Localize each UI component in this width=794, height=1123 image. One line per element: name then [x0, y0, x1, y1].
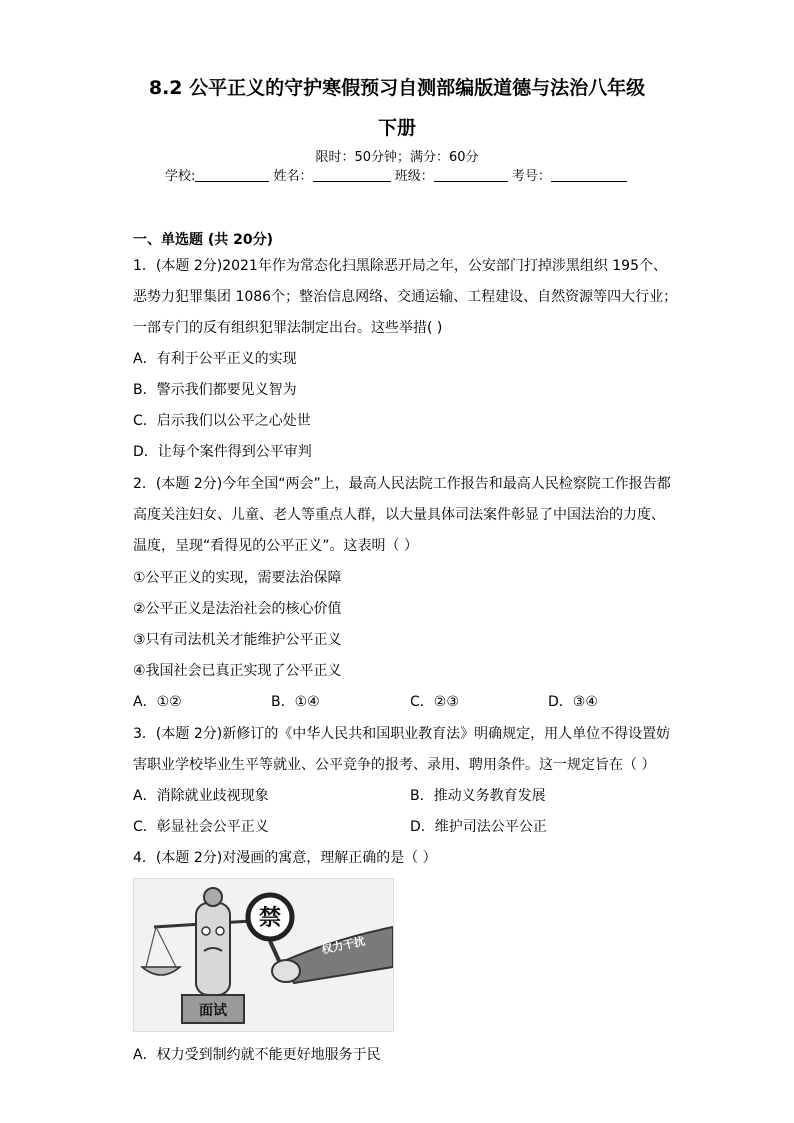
name-label: 姓名： — [273, 169, 313, 184]
q2-statement: ④我国社会已真正实现了公平正义 — [133, 663, 342, 679]
school-blank[interactable] — [195, 167, 269, 182]
q3-option-d[interactable]: D．维护司法公平公正 — [410, 819, 547, 835]
q2-option-d[interactable]: D．③④ — [548, 694, 598, 710]
q2-statement: ③只有司法机关才能维护公平正义 — [133, 632, 342, 648]
q1-line: 一部专门的反有组织犯罪法制定出台。这些举措( ) — [133, 320, 443, 336]
forbid-label: 禁 — [258, 906, 282, 931]
section-heading: 一、单选题 (共 20分) — [133, 232, 274, 248]
q2-line: 2．(本题 2分)今年全国“两会”上，最高人民法院工作报告和最高人民检察院工作报告都 — [133, 476, 671, 492]
q1-option-b[interactable]: B．警示我们都要见义智为 — [133, 382, 297, 398]
name-blank[interactable] — [313, 167, 391, 182]
q1-line: 恶势力犯罪集团 1086个；整治信息网络、交通运输、工程建设、自然资源等四大行业； — [133, 289, 678, 305]
power-label: 权力干扰 — [320, 934, 367, 957]
q2-option-b[interactable]: B．①④ — [271, 694, 320, 710]
page-title-line1: 8.2 公平正义的守护寒假预习自测部编版道德与法治八年级 — [148, 77, 646, 99]
q3-option-b[interactable]: B．推动义务教育发展 — [410, 788, 546, 804]
q1-line: 1．(本题 2分)2021年作为常态化扫黑除恶开局之年，公安部门打掉涉黑组织 195个、 — [133, 258, 667, 274]
q2-option-c[interactable]: C．②③ — [410, 694, 459, 710]
number-label: 考号： — [511, 169, 551, 184]
q3-line: 3．(本题 2分)新修订的《中华人民共和国职业教育法》明确规定，用人单位不得设置妨 — [133, 726, 671, 742]
q2-statement: ②公平正义是法治社会的核心价值 — [133, 601, 342, 617]
q3-option-c[interactable]: C．彰显社会公平正义 — [133, 819, 269, 835]
page-title-line2: 下册 — [377, 117, 416, 139]
student-info-row — [165, 165, 627, 184]
hand — [272, 960, 300, 982]
school-label: 学校: — [165, 169, 196, 184]
q1-option-a[interactable]: A．有利于公平正义的实现 — [133, 351, 297, 367]
q1-option-c[interactable]: C．启示我们以公平之心处世 — [133, 413, 311, 429]
base-label: 面试 — [199, 1003, 227, 1019]
class-label: 班级： — [394, 169, 434, 184]
q1-option-d[interactable]: D．让每个案件得到公平审判 — [133, 444, 312, 460]
number-blank[interactable] — [551, 167, 627, 182]
q2-line: 高度关注妇女、儿童、老人等重点人群，以大量具体司法案件彰显了中国法治的力度、 — [133, 507, 665, 523]
q3-option-a[interactable]: A．消除就业歧视现象 — [133, 788, 269, 804]
cartoon-scale-illustration — [134, 879, 393, 1031]
cartoon-image — [133, 878, 394, 1032]
q2-statement: ①公平正义的实现，需要法治保障 — [133, 570, 342, 586]
class-blank[interactable] — [434, 167, 508, 182]
scale-pan — [142, 967, 180, 975]
q3-line: 害职业学校毕业生平等就业、公平竞争的报考、录用、聘用条件。这一规定旨在（ ） — [133, 757, 656, 773]
time-limit: 限时：50分钟；满分：60分 — [315, 150, 479, 165]
q4-option-a[interactable]: A．权力受到制约就不能更好地服务于民 — [133, 1047, 381, 1063]
q4-line: 4．(本题 2分)对漫画的寓意，理解正确的是（ ） — [133, 850, 437, 866]
q2-line: 温度，呈现“看得见的公平正义”。这表明（ ） — [133, 538, 418, 554]
q2-option-a[interactable]: A．①② — [133, 694, 182, 710]
